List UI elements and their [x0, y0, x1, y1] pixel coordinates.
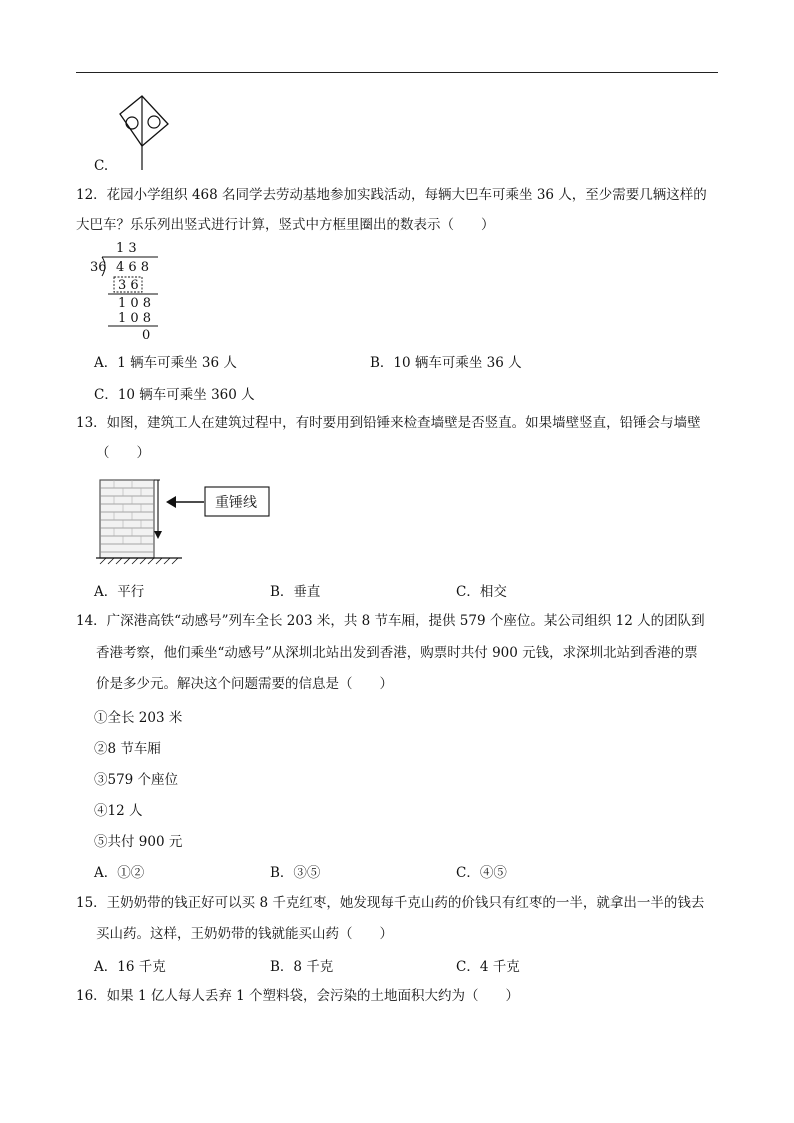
q14-stem-line3: 价是多少元。解决这个问题需要的信息是（ ） — [96, 676, 393, 692]
q15-option-c: C．4 千克 — [456, 959, 520, 975]
q14-option-a: A．①② — [94, 865, 145, 881]
division-step3: 1 0 8 — [118, 311, 152, 326]
q16-stem-line1: 16．如果 1 亿人每人丢弃 1 个塑料袋，会污染的土地面积大约为（ ） — [76, 988, 520, 1004]
kite-figure — [108, 94, 178, 172]
division-divisor: 36 — [90, 260, 107, 275]
q14-info-2: ②8 节车厢 — [94, 741, 161, 757]
q13-option-c: C．相交 — [456, 584, 507, 600]
q15-stem-line2: 买山药。这样，王奶奶带的钱就能买山药（ ） — [96, 926, 393, 942]
q13-stem-line1: 13．如图，建筑工人在建筑过程中，有时要用到铅锤来检查墙壁是否竖直。如果墙壁竖直，铅锤会与墙壁 — [76, 415, 701, 431]
q14-option-b: B．③⑤ — [270, 865, 321, 881]
q12-option-c: C．10 辆车可乘坐 360 人 — [94, 387, 255, 403]
q13-option-b: B．垂直 — [270, 584, 321, 600]
q14-stem-line1: 14．广深港高铁“动感号”列车全长 203 米，共 8 节车厢，提供 579 个座位。某公司组织 12 人的团队到 — [76, 613, 705, 629]
q15-option-a: A．16 千克 — [94, 959, 166, 975]
q12-stem-line2: 大巴车？乐乐列出竖式进行计算，竖式中方框里圈出的数表示（ ） — [76, 217, 495, 233]
division-step1: 3 6 — [118, 278, 139, 293]
q14-info-3: ③579 个座位 — [94, 772, 179, 788]
q11-option-c: C. — [94, 158, 109, 174]
header-rule — [76, 72, 718, 73]
long-division-figure — [88, 240, 168, 344]
q15-option-b: B．8 千克 — [270, 959, 334, 975]
q15-stem-line1: 15．王奶奶带的钱正好可以买 8 千克红枣，她发现每千克山药的价钱只有红枣的一半，就拿出一半的钱去 — [76, 895, 705, 911]
q14-info-5: ⑤共付 900 元 — [94, 834, 183, 850]
q12-stem-line1: 12．花园小学组织 468 名同学去劳动基地参加实践活动，每辆大巴车可乘坐 36 人，至少需要几辆这样的 — [76, 187, 707, 203]
plumb-line-label: 重锤线 — [215, 495, 257, 511]
q14-info-1: ①全长 203 米 — [94, 710, 183, 726]
division-dividend: 4 6 8 — [116, 260, 150, 275]
q14-stem-line2: 香港考察，他们乘坐“动感号”从深圳北站出发到香港，购票时共付 900 元钱，求深圳北站到香港的票 — [96, 645, 698, 661]
q12-option-a: A．1 辆车可乘坐 36 人 — [94, 355, 237, 371]
plumb-line-figure — [96, 476, 286, 568]
q12-option-b: B．10 辆车可乘坐 36 人 — [370, 355, 522, 371]
division-remainder: 0 — [142, 328, 151, 343]
q13-option-a: A．平行 — [94, 584, 145, 600]
q14-info-4: ④12 人 — [94, 803, 143, 819]
division-quotient: 1 3 — [116, 241, 137, 256]
q14-option-c: C．④⑤ — [456, 865, 507, 881]
division-step2: 1 0 8 — [118, 296, 152, 311]
q13-stem-line2: （ ） — [96, 445, 150, 461]
